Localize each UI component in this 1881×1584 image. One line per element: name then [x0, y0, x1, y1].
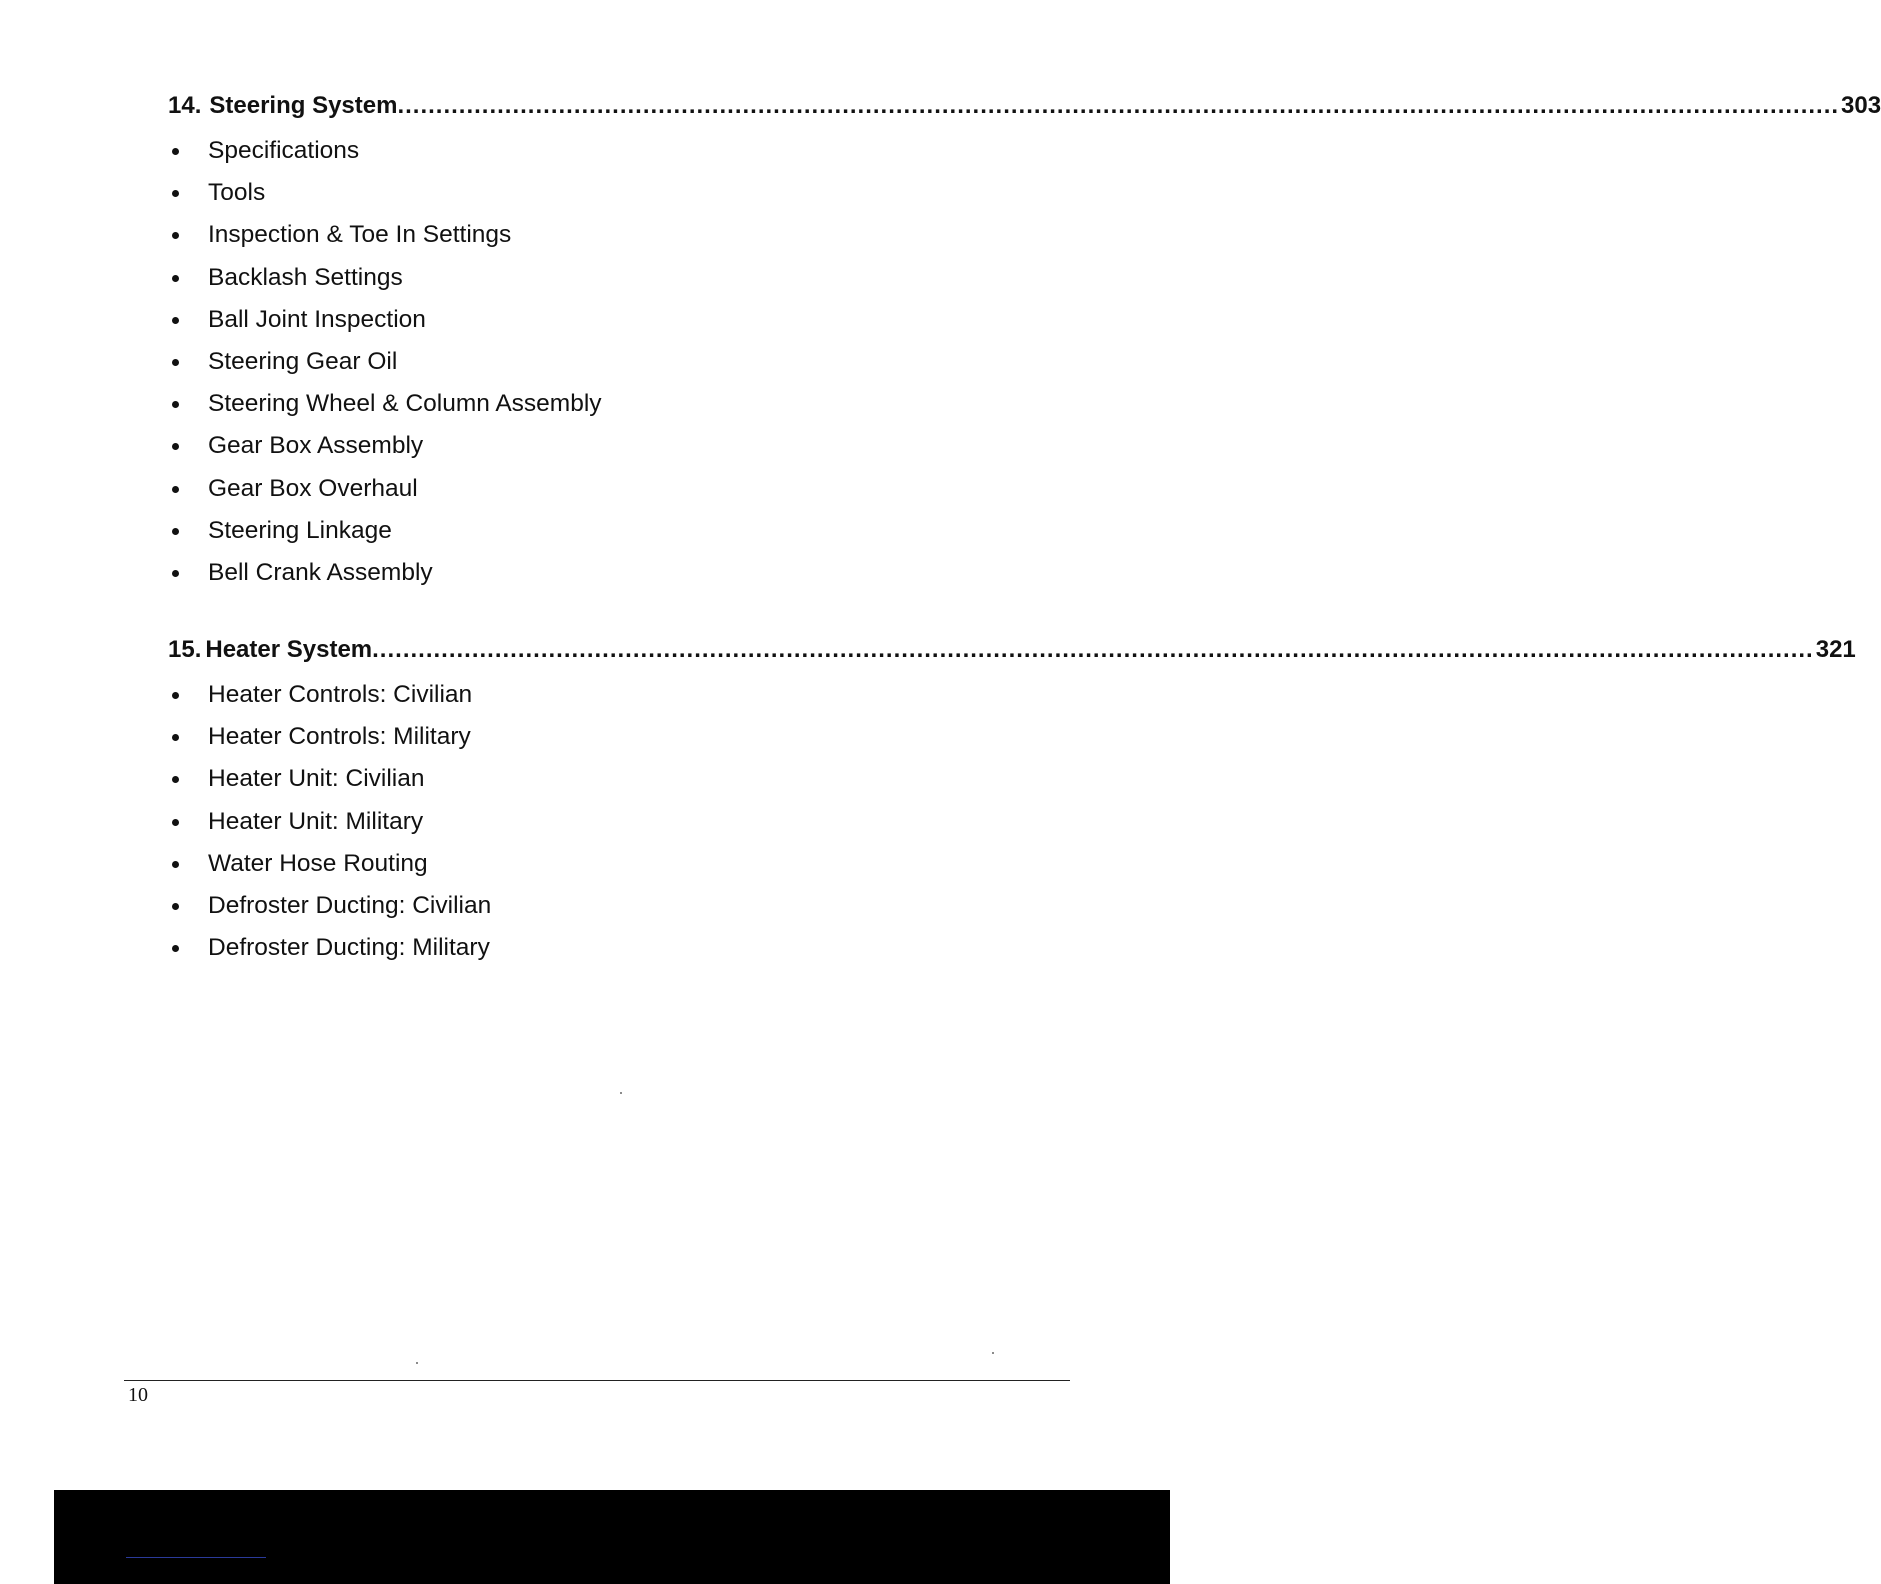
list-item: Specifications	[168, 130, 1000, 172]
toc-heading[interactable]	[168, 632, 1856, 668]
list-item: Defroster Ducting: Civilian	[168, 885, 1000, 927]
list-item: Steering Wheel & Column Assembly	[168, 383, 1000, 425]
list-item: Heater Controls: Civilian	[168, 674, 1000, 716]
list-item: Heater Unit: Civilian	[168, 758, 1000, 800]
section-title: Steering System	[209, 92, 398, 119]
section-page-number: 303	[1841, 92, 1881, 119]
footer-divider	[124, 1380, 1070, 1381]
list-item: Heater Unit: Military	[168, 801, 1000, 843]
toc-section-heater-system	[168, 632, 1856, 969]
section-number: 15.	[168, 636, 202, 663]
section-title: Heater System	[205, 636, 373, 663]
list-item: Backlash Settings	[168, 257, 1000, 299]
scan-border-bar	[54, 1490, 1170, 1584]
list-item: Gear Box Overhaul	[168, 468, 1000, 510]
list-item: Bell Crank Assembly	[168, 552, 1000, 594]
dot-leader: ............................................................................................................................................................................................	[397, 92, 1840, 119]
list-item: Water Hose Routing	[168, 843, 1000, 885]
page-number: 10	[128, 1384, 148, 1406]
scan-speck	[416, 1362, 418, 1364]
list-item: Steering Linkage	[168, 510, 1000, 552]
list-item: Defroster Ducting: Military	[168, 927, 1000, 969]
scan-speck	[992, 1352, 994, 1354]
list-item: Steering Gear Oil	[168, 341, 1000, 383]
list-item: Tools	[168, 172, 1000, 214]
section-number: 14.	[168, 92, 202, 119]
list-item: Ball Joint Inspection	[168, 299, 1000, 341]
list-item: Inspection & Toe In Settings	[168, 214, 1000, 256]
toc-item-list	[168, 674, 1000, 969]
section-page-number: 321	[1815, 636, 1856, 663]
toc-section-steering-system	[168, 88, 1881, 594]
scan-speck	[620, 1092, 622, 1094]
list-item: Heater Controls: Military	[168, 716, 1000, 758]
dot-leader: ............................................................................................................................................................................................	[372, 636, 1814, 663]
scan-artifact-line	[126, 1557, 266, 1558]
toc-heading[interactable]	[168, 88, 1881, 124]
list-item: Gear Box Assembly	[168, 425, 1000, 467]
toc-item-list	[168, 130, 1000, 594]
